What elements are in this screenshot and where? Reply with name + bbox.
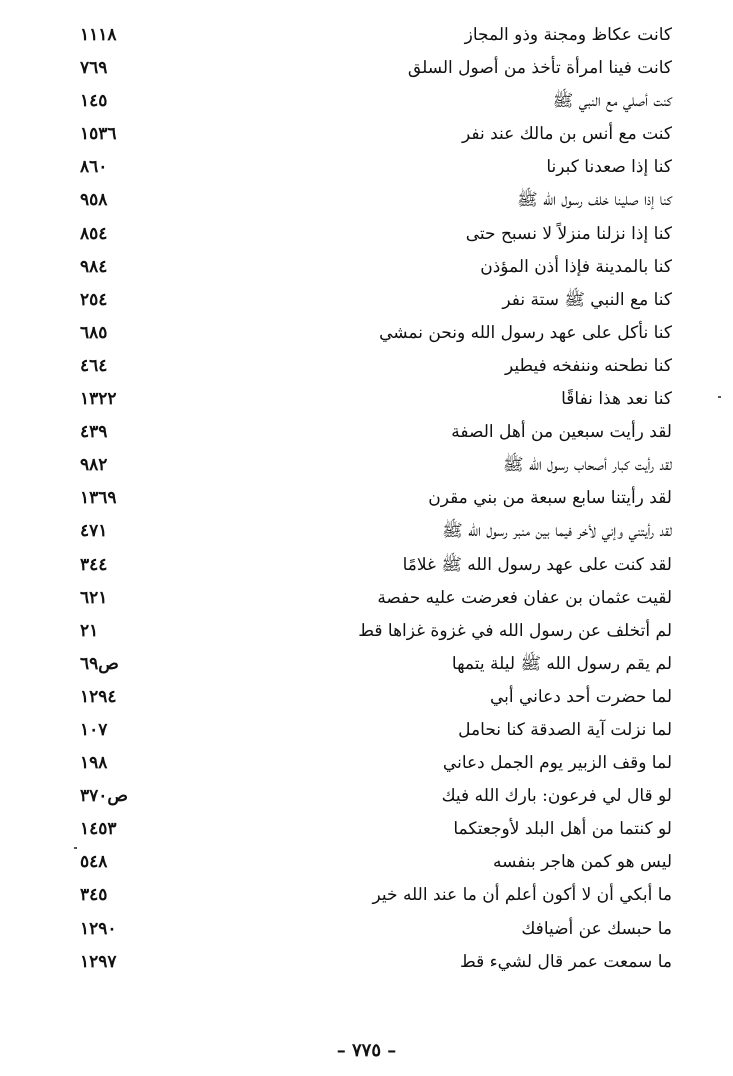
index-entry [0,748,733,781]
index-entry [0,914,733,947]
hadith-number: ص٦٩ [80,653,119,674]
hadith-opening-text: لما وقف الزبير يوم الجمل دعاني [442,753,672,774]
index-entry [0,417,733,450]
hadith-opening-text: كنا إذا صعدنا كبرنا [546,157,672,178]
hadith-number: ١٣٢٢ [80,389,117,410]
hadith-number: ٩٨٢ [80,455,108,476]
index-entry [0,847,733,880]
index-entry [0,53,733,86]
index-entry [0,318,733,351]
index-entry [0,219,733,252]
hadith-number: ٣٤٥ [80,885,108,906]
hadith-number: ١٢٩٤ [80,686,117,707]
index-entry [0,550,733,583]
hadith-index-list [0,20,733,980]
index-entry [0,880,733,913]
hadith-number: ٤٧١ [80,521,108,542]
hadith-number: ٩٥٨ [80,190,108,211]
hadith-number: ١٢٩٠ [80,918,117,939]
index-entry [0,351,733,384]
index-entry [0,86,733,119]
hadith-number: ١٩٨ [80,753,108,774]
hadith-opening-text: كانت عكاظ ومجنة وذو المجاز [464,25,672,45]
index-entry [0,483,733,516]
index-entry [0,152,733,185]
index-entry [0,252,733,285]
hadith-opening-text: لقيت عثمان بن عفان فعرضت عليه حفصة [377,587,672,608]
page-number: – ٧٧٥ – [336,1040,397,1061]
hadith-number: ٨٥٤ [80,223,108,244]
hadith-opening-text: كنت أصلي مع النبي ﷺ [552,91,672,112]
hadith-opening-text: لقد رأيتني وإني لأخر فيما بين منبر رسول الله ﷺ [442,521,672,542]
index-entry [0,682,733,715]
hadith-opening-text: لو قال لي فرعون: بارك الله فيك [441,786,672,807]
index-entry [0,450,733,483]
hadith-opening-text: لقد رأيتنا سابع سبعة من بني مقرن [428,488,672,509]
hadith-number: ٤٦٤ [80,355,108,376]
hadith-number: ١٢٩٧ [80,951,117,972]
hadith-opening-text: كنا إذا صلينا خلف رسول الله ﷺ [517,190,672,211]
hadith-number: ص٣٧٠ [80,786,128,807]
hadith-number: ٦٢١ [80,587,108,608]
hadith-number: ٥٤٨ [80,852,108,873]
index-entry [0,814,733,847]
index-entry [0,947,733,980]
hadith-number: ١٤٥ [80,91,108,112]
index-entry [0,185,733,218]
hadith-number: ٧٦٩ [80,58,108,79]
index-entry [0,649,733,682]
hadith-number: ٣٤٤ [80,554,108,575]
index-entry [0,516,733,549]
hadith-opening-text: كنا نأكل على عهد رسول الله ونحن نمشي [379,322,672,343]
hadith-opening-text: ما أبكي أن لا أكون أعلم أن ما عند الله خير [372,885,672,906]
index-entry [0,285,733,318]
scan-speck [718,396,721,398]
hadith-opening-text: لقد رأيت كبار أصحاب رسول الله ﷺ [503,455,672,476]
hadith-opening-text: كنا نعد هذا نفاقًا [561,389,672,410]
hadith-opening-text: لم أتخلف عن رسول الله في غزوة غزاها قط [358,620,672,641]
hadith-opening-text: ما سمعت عمر قال لشيء قط [459,951,672,972]
index-entry [0,616,733,649]
hadith-opening-text: لما حضرت أحد دعاني أبي [489,686,672,707]
index-entry [0,20,733,53]
index-entry [0,715,733,748]
index-entry [0,384,733,417]
hadith-number: ٦٨٥ [80,322,108,343]
hadith-number: ١٠٧ [80,719,108,740]
hadith-opening-text: ما حبسك عن أضيافك [521,918,672,939]
hadith-opening-text: كنا إذا نزلنا منزلاً لا نسبح حتى [465,223,672,244]
hadith-opening-text: كنا نطحنه وننفخه فيطير [505,355,672,376]
hadith-opening-text: لما نزلت آية الصدقة كنا نحامل [458,719,672,740]
hadith-number: ٢١ [80,620,99,641]
index-entry [0,119,733,152]
index-entry [0,583,733,616]
hadith-number: ٨٦٠ [80,157,108,178]
hadith-opening-text: لو كنتما من أهل البلد لأوجعتكما [453,819,672,840]
scan-speck [74,847,77,849]
hadith-number: ١٣٦٩ [80,488,117,509]
hadith-number: ٩٨٤ [80,256,108,277]
index-entry [0,781,733,814]
hadith-opening-text: كنا مع النبي ﷺ ستة نفر [502,289,672,310]
hadith-number: ١٤٥٣ [80,819,117,840]
hadith-opening-text: لقد كنت على عهد رسول الله ﷺ غلامًا [402,554,672,575]
hadith-number: ١٥٣٦ [80,124,117,145]
hadith-opening-text: كنت مع أنس بن مالك عند نفر [462,124,672,145]
hadith-number: ٤٣٩ [80,422,108,443]
hadith-opening-text: لقد رأيت سبعين من أهل الصفة [451,422,672,443]
hadith-number: ١١١٨ [80,25,117,45]
hadith-opening-text: ليس هو كمن هاجر بنفسه [493,852,672,873]
hadith-number: ٢٥٤ [80,289,108,310]
hadith-opening-text: لم يقم رسول الله ﷺ ليلة يتمها [451,653,672,674]
hadith-opening-text: كانت فينا امرأة تأخذ من أصول السلق [407,58,672,79]
hadith-opening-text: كنا بالمدينة فإذا أذن المؤذن [480,256,672,277]
